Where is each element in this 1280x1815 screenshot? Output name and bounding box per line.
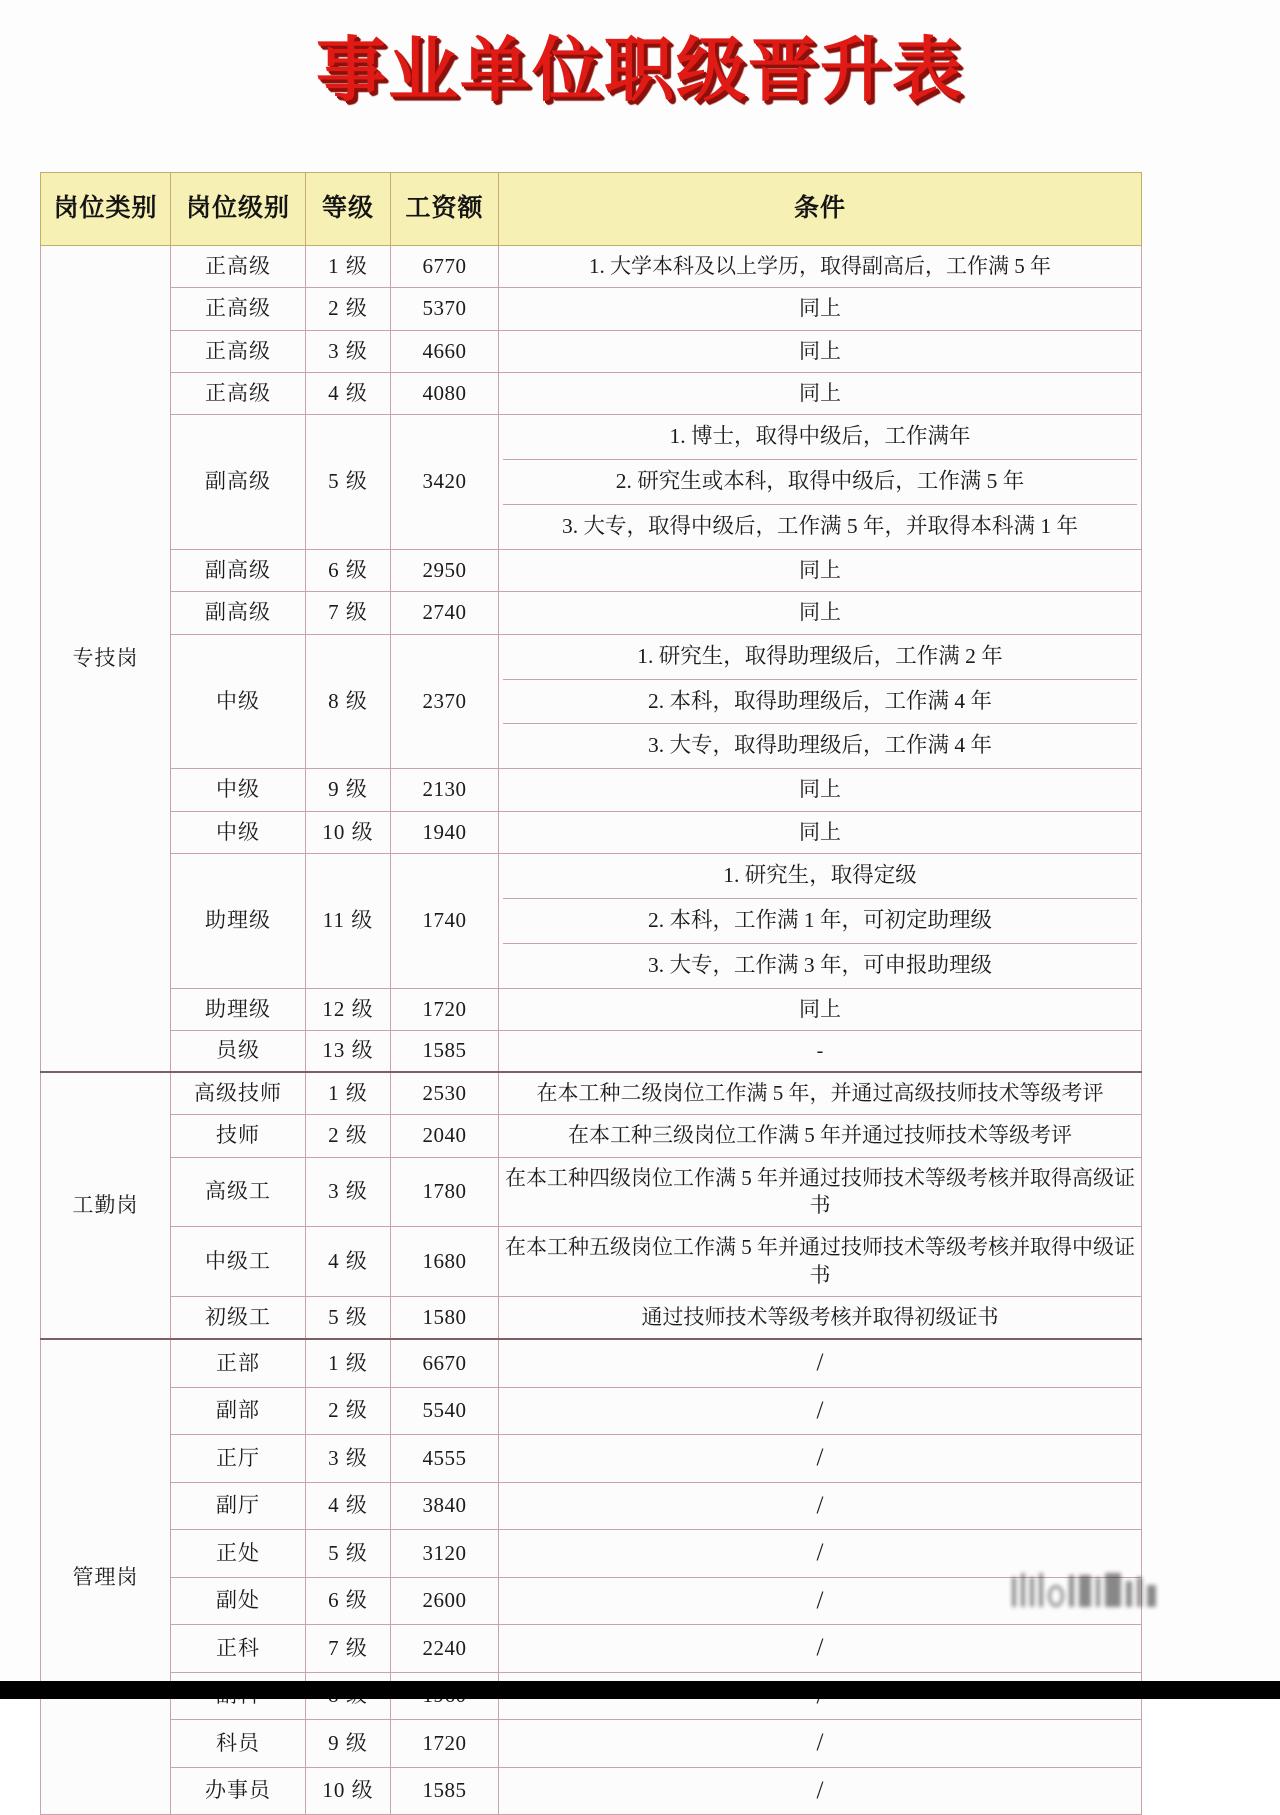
cell-level: 正科 bbox=[171, 1625, 306, 1673]
column-header-condition: 条件 bbox=[499, 173, 1142, 246]
cell-salary: 6670 bbox=[391, 1339, 499, 1387]
cell-level: 中级工 bbox=[171, 1227, 306, 1297]
cell-level: 副部 bbox=[171, 1387, 306, 1435]
table-row bbox=[41, 1115, 1142, 1157]
cell-condition bbox=[499, 634, 1142, 769]
column-header-level: 岗位级别 bbox=[171, 173, 306, 246]
cell-category: 管理岗 bbox=[41, 1339, 171, 1815]
cell-salary: 1720 bbox=[391, 1720, 499, 1768]
cell-salary: 4555 bbox=[391, 1435, 499, 1483]
cell-grade: 9 级 bbox=[306, 769, 391, 811]
cell-salary: 1780 bbox=[391, 1157, 499, 1227]
cell-condition bbox=[499, 415, 1142, 550]
condition-line: 2. 研究生或本科，取得中级后，工作满 5 年 bbox=[503, 460, 1137, 505]
cell-salary: 1940 bbox=[391, 811, 499, 853]
promotion-table-container bbox=[40, 172, 1141, 1815]
cell-level: 高级工 bbox=[171, 1157, 306, 1227]
header-row bbox=[41, 173, 1142, 246]
cell-salary: 1740 bbox=[391, 854, 499, 989]
cell-level: 正部 bbox=[171, 1339, 306, 1387]
cell-grade: 1 级 bbox=[306, 246, 391, 288]
cell-salary: 2530 bbox=[391, 1072, 499, 1115]
cell-salary: 1580 bbox=[391, 1296, 499, 1339]
cell-salary: 5370 bbox=[391, 288, 499, 330]
cell-level: 助理级 bbox=[171, 854, 306, 989]
cell-condition: 同上 bbox=[499, 769, 1142, 811]
cell-grade: 3 级 bbox=[306, 1435, 391, 1483]
promotion-table bbox=[40, 172, 1142, 1815]
cell-grade: 3 级 bbox=[306, 330, 391, 372]
table-row bbox=[41, 1157, 1142, 1227]
cell-grade: 4 级 bbox=[306, 1227, 391, 1297]
cell-level: 副高级 bbox=[171, 592, 306, 634]
cell-condition: 1. 大学本科及以上学历，取得副高后，工作满 5 年 bbox=[499, 246, 1142, 288]
table-row bbox=[41, 592, 1142, 634]
cell-salary: 2040 bbox=[391, 1115, 499, 1157]
table-row bbox=[41, 634, 1142, 769]
cell-level: 助理级 bbox=[171, 988, 306, 1030]
table-row bbox=[41, 1387, 1142, 1435]
table-row bbox=[41, 988, 1142, 1030]
cell-category: 工勤岗 bbox=[41, 1072, 171, 1339]
cell-level: 中级 bbox=[171, 769, 306, 811]
cell-salary: 4080 bbox=[391, 372, 499, 414]
cell-grade: 4 级 bbox=[306, 1482, 391, 1530]
cell-condition bbox=[499, 854, 1142, 989]
cell-salary: 1680 bbox=[391, 1227, 499, 1297]
table-row bbox=[41, 1227, 1142, 1297]
cell-condition: / bbox=[499, 1625, 1142, 1673]
cell-grade: 7 级 bbox=[306, 592, 391, 634]
cell-level: 正高级 bbox=[171, 372, 306, 414]
cell-salary: 1585 bbox=[391, 1767, 499, 1815]
table-row bbox=[41, 246, 1142, 288]
table-row bbox=[41, 1767, 1142, 1815]
cell-level: 副高级 bbox=[171, 415, 306, 550]
cell-condition: 在本工种三级岗位工作满 5 年并通过技师技术等级考评 bbox=[499, 1115, 1142, 1157]
cell-salary: 1585 bbox=[391, 1031, 499, 1073]
cell-grade: 2 级 bbox=[306, 1387, 391, 1435]
table-row bbox=[41, 1031, 1142, 1073]
cell-condition: 在本工种四级岗位工作满 5 年并通过技师技术等级考核并取得高级证书 bbox=[499, 1157, 1142, 1227]
cell-level: 正高级 bbox=[171, 288, 306, 330]
cell-grade: 4 级 bbox=[306, 372, 391, 414]
table-row bbox=[41, 1482, 1142, 1530]
cell-grade: 5 级 bbox=[306, 1296, 391, 1339]
cell-grade: 7 级 bbox=[306, 1625, 391, 1673]
title-container bbox=[0, 0, 1280, 126]
cell-condition: / bbox=[499, 1767, 1142, 1815]
page-title: 事业单位职级晋升表 bbox=[316, 29, 964, 111]
table-row bbox=[41, 1339, 1142, 1387]
cell-level: 初级工 bbox=[171, 1296, 306, 1339]
cell-grade: 9 级 bbox=[306, 1720, 391, 1768]
cell-level: 技师 bbox=[171, 1115, 306, 1157]
cell-salary: 3420 bbox=[391, 415, 499, 550]
table-row bbox=[41, 854, 1142, 989]
table-row bbox=[41, 1720, 1142, 1768]
cell-grade: 11 级 bbox=[306, 854, 391, 989]
cell-condition: / bbox=[499, 1339, 1142, 1387]
bottom-black-bar bbox=[0, 1681, 1280, 1699]
cell-grade: 3 级 bbox=[306, 1157, 391, 1227]
cell-salary: 5540 bbox=[391, 1387, 499, 1435]
cell-condition: / bbox=[499, 1720, 1142, 1768]
cell-level: 办事员 bbox=[171, 1767, 306, 1815]
cell-grade: 6 级 bbox=[306, 550, 391, 592]
cell-condition: / bbox=[499, 1435, 1142, 1483]
cell-level: 科员 bbox=[171, 1720, 306, 1768]
table-row bbox=[41, 415, 1142, 550]
cell-level: 副厅 bbox=[171, 1482, 306, 1530]
condition-line: 3. 大专，取得中级后，工作满 5 年，并取得本科满 1 年 bbox=[503, 505, 1137, 549]
table-row bbox=[41, 372, 1142, 414]
cell-level: 员级 bbox=[171, 1031, 306, 1073]
cell-condition: / bbox=[499, 1387, 1142, 1435]
cell-condition: 同上 bbox=[499, 330, 1142, 372]
cell-condition: 同上 bbox=[499, 811, 1142, 853]
cell-level: 正高级 bbox=[171, 246, 306, 288]
condition-line: 2. 本科，取得助理级后，工作满 4 年 bbox=[503, 680, 1137, 725]
table-row bbox=[41, 550, 1142, 592]
cell-level: 副处 bbox=[171, 1577, 306, 1625]
condition-line: 1. 研究生，取得定级 bbox=[503, 854, 1137, 899]
cell-condition: / bbox=[499, 1577, 1142, 1625]
table-body bbox=[41, 246, 1142, 1815]
cell-salary: 2740 bbox=[391, 592, 499, 634]
table-header bbox=[41, 173, 1142, 246]
cell-grade: 10 级 bbox=[306, 1767, 391, 1815]
table-row bbox=[41, 1577, 1142, 1625]
cell-level: 高级技师 bbox=[171, 1072, 306, 1115]
cell-grade: 6 级 bbox=[306, 1577, 391, 1625]
cell-level: 中级 bbox=[171, 811, 306, 853]
cell-condition: 同上 bbox=[499, 550, 1142, 592]
cell-salary: 1720 bbox=[391, 988, 499, 1030]
cell-condition: 同上 bbox=[499, 372, 1142, 414]
cell-condition: 通过技师技术等级考核并取得初级证书 bbox=[499, 1296, 1142, 1339]
condition-line: 2. 本科，工作满 1 年，可初定助理级 bbox=[503, 899, 1137, 944]
cell-level: 正高级 bbox=[171, 330, 306, 372]
cell-salary: 2370 bbox=[391, 634, 499, 769]
cell-grade: 5 级 bbox=[306, 1530, 391, 1578]
cell-grade: 5 级 bbox=[306, 415, 391, 550]
condition-line: 3. 大专，工作满 3 年，可申报助理级 bbox=[503, 944, 1137, 988]
cell-level: 正厅 bbox=[171, 1435, 306, 1483]
cell-salary: 3120 bbox=[391, 1530, 499, 1578]
table-row bbox=[41, 1072, 1142, 1115]
cell-level: 中级 bbox=[171, 634, 306, 769]
table-row bbox=[41, 1530, 1142, 1578]
condition-line: 3. 大专，取得助理级后，工作满 4 年 bbox=[503, 724, 1137, 768]
cell-level: 副高级 bbox=[171, 550, 306, 592]
cell-salary: 2600 bbox=[391, 1577, 499, 1625]
cell-condition: 同上 bbox=[499, 988, 1142, 1030]
condition-line: 1. 博士，取得中级后，工作满年 bbox=[503, 415, 1137, 460]
cell-grade: 8 级 bbox=[306, 634, 391, 769]
cell-condition: 同上 bbox=[499, 592, 1142, 634]
cell-condition: 在本工种二级岗位工作满 5 年，并通过高级技师技术等级考评 bbox=[499, 1072, 1142, 1115]
cell-condition: 在本工种五级岗位工作满 5 年并通过技师技术等级考核并取得中级证书 bbox=[499, 1227, 1142, 1297]
table-row bbox=[41, 1625, 1142, 1673]
cell-grade: 2 级 bbox=[306, 1115, 391, 1157]
cell-category: 专技岗 bbox=[41, 246, 171, 1073]
table-row bbox=[41, 288, 1142, 330]
cell-grade: 13 级 bbox=[306, 1031, 391, 1073]
cell-grade: 1 级 bbox=[306, 1339, 391, 1387]
cell-salary: 2240 bbox=[391, 1625, 499, 1673]
cell-grade: 1 级 bbox=[306, 1072, 391, 1115]
cell-condition: / bbox=[499, 1482, 1142, 1530]
cell-condition: 同上 bbox=[499, 288, 1142, 330]
table-row bbox=[41, 1296, 1142, 1339]
cell-grade: 10 级 bbox=[306, 811, 391, 853]
column-header-salary: 工资额 bbox=[391, 173, 499, 246]
column-header-grade: 等级 bbox=[306, 173, 391, 246]
table-row bbox=[41, 769, 1142, 811]
table-row bbox=[41, 811, 1142, 853]
cell-salary: 2950 bbox=[391, 550, 499, 592]
cell-salary: 2130 bbox=[391, 769, 499, 811]
cell-condition: - bbox=[499, 1031, 1142, 1073]
cell-salary: 4660 bbox=[391, 330, 499, 372]
cell-condition: / bbox=[499, 1530, 1142, 1578]
cell-level: 正处 bbox=[171, 1530, 306, 1578]
cell-grade: 12 级 bbox=[306, 988, 391, 1030]
table-row bbox=[41, 330, 1142, 372]
column-header-category: 岗位类别 bbox=[41, 173, 171, 246]
cell-salary: 3840 bbox=[391, 1482, 499, 1530]
cell-grade: 2 级 bbox=[306, 288, 391, 330]
table-row bbox=[41, 1435, 1142, 1483]
cell-salary: 6770 bbox=[391, 246, 499, 288]
condition-line: 1. 研究生，取得助理级后，工作满 2 年 bbox=[503, 635, 1137, 680]
